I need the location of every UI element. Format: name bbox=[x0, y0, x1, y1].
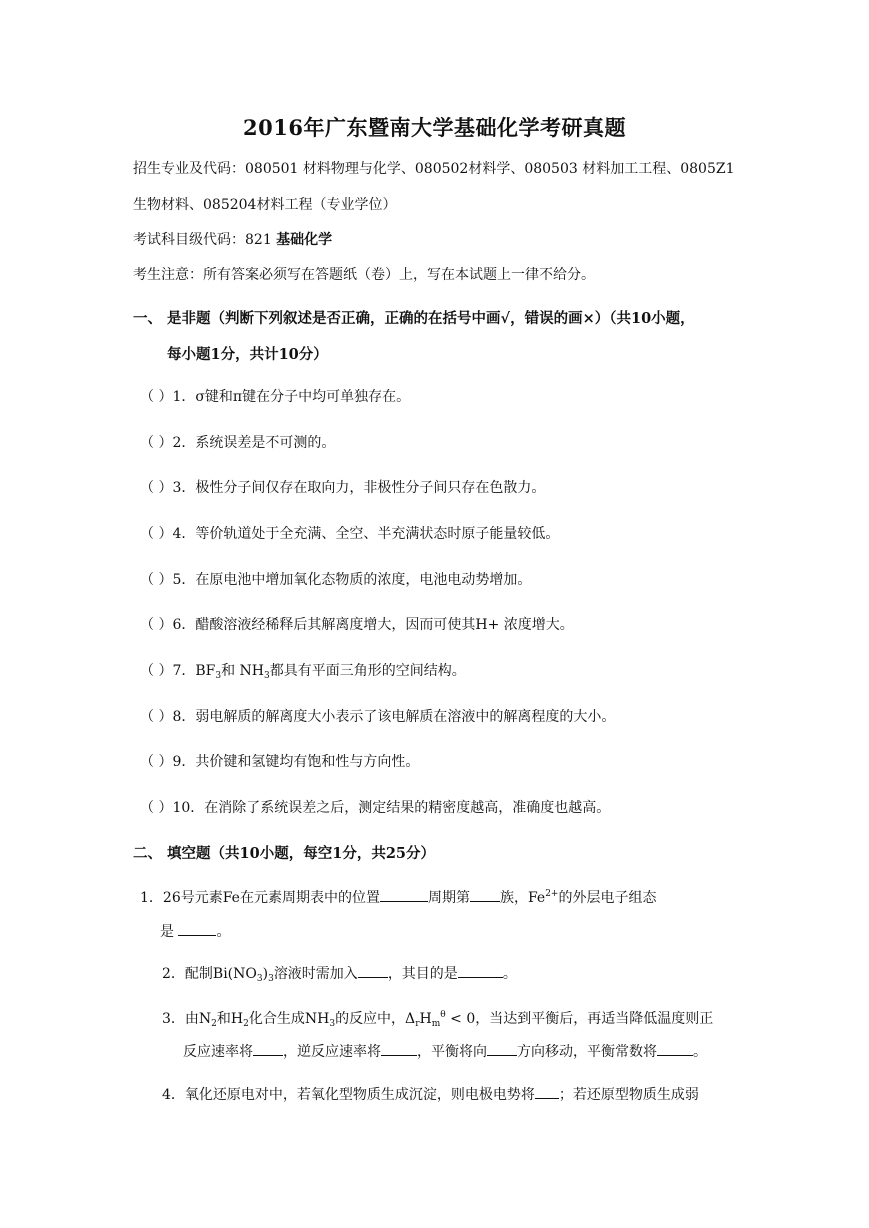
subject-name: 基础化学 bbox=[276, 232, 333, 248]
fill-question-2: 2．配制$Bi(NO_3)_3$溶液时需加入 ，其目的是 。 bbox=[162, 963, 517, 984]
page-title: 2016年广东暨南大学基础化学考研真题 bbox=[243, 115, 626, 140]
answer-blank bbox=[358, 963, 388, 978]
truefalse-item-4: （ ）4．等价轨道处于全充满、全空、半充满状态时原子能量较低。 bbox=[140, 526, 560, 542]
answer-blank bbox=[178, 921, 216, 936]
truefalse-item-8: （ ）8．弱电解质的解离度大小表示了该电解质在溶液中的解离程度的大小。 bbox=[140, 709, 616, 725]
section1-heading-line1: 一、 是非题（判断下列叙述是否正确，正确的在括号中画√，错误的画×）（共10小题， bbox=[133, 310, 695, 327]
major-line-2: 生物材料、085204材料工程（专业学位） bbox=[133, 197, 397, 213]
answer-blank bbox=[458, 963, 503, 978]
fill-question-1: 1．26号元素Fe在元素周期表中的位置 周期第 族，$Fe^{2+}$的外层电子组态 bbox=[140, 889, 657, 906]
answer-blank bbox=[253, 1041, 283, 1056]
truefalse-item-10: （ ）10．在消除了系统误差之后，测定结果的精密度越高，准确度也越高。 bbox=[140, 800, 611, 816]
section1-heading-line2: 每小题1分，共计10分） bbox=[167, 346, 328, 363]
truefalse-item-2: （ ）2．系统误差是不可测的。 bbox=[140, 435, 336, 451]
major-line-1: 招生专业及代码：080501 材料物理与化学、080502材料学、080503 材料加工工程、0805Z1 bbox=[133, 161, 735, 177]
section2-heading: 二、 填空题（共10小题，每空1分，共25分） bbox=[133, 845, 435, 862]
fill-question-4: 4．氧化还原电对中，若氧化型物质生成沉淀，则电极电势将 ；若还原型物质生成弱 bbox=[162, 1084, 699, 1104]
truefalse-item-3: （ ）3．极性分子间仅存在取向力，非极性分子间只存在色散力。 bbox=[140, 480, 546, 496]
fill-question-3-cont: 反应速率将 ，逆反应速率将 ，平衡将向 方向移动，平衡常数将 。 bbox=[183, 1041, 707, 1061]
answer-blank bbox=[470, 887, 500, 902]
truefalse-item-7: （ ）7．$BF_3$和 $NH_3$都具有平面三角形的空间结构。 bbox=[140, 663, 466, 681]
truefalse-item-6: （ ）6．醋酸溶液经稀释后其解离度增大，因而可使其H+ 浓度增大。 bbox=[140, 617, 574, 633]
answer-blank bbox=[535, 1084, 559, 1099]
truefalse-item-1: （ ）1．σ键和π键在分子中均可单独存在。 bbox=[140, 389, 411, 405]
subject-line bbox=[133, 229, 332, 249]
truefalse-item-9: （ ）9．共价键和氢键均有饱和性与方向性。 bbox=[140, 754, 420, 770]
answer-blank bbox=[381, 1041, 417, 1056]
fill-question-1-cont: 是 。 bbox=[160, 921, 230, 941]
truefalse-item-5: （ ）5．在原电池中增加氧化态物质的浓度，电池电动势增加。 bbox=[140, 572, 532, 588]
fill-question-3: 3．由$N_2$和$H_2$化合生成$NH_3$的反应中，$\Delta_rH_m^\theta < 0$，当达到平衡后，再适当降低温度则正 bbox=[162, 1010, 714, 1029]
subject-prefix: 考试科目级代码：821 bbox=[133, 232, 277, 248]
answer-blank bbox=[487, 1041, 517, 1056]
answer-blank bbox=[657, 1041, 693, 1056]
answer-blank bbox=[380, 887, 428, 902]
exam-notice: 考生注意：所有答案必须写在答题纸（卷）上，写在本试题上一律不给分。 bbox=[133, 267, 595, 283]
